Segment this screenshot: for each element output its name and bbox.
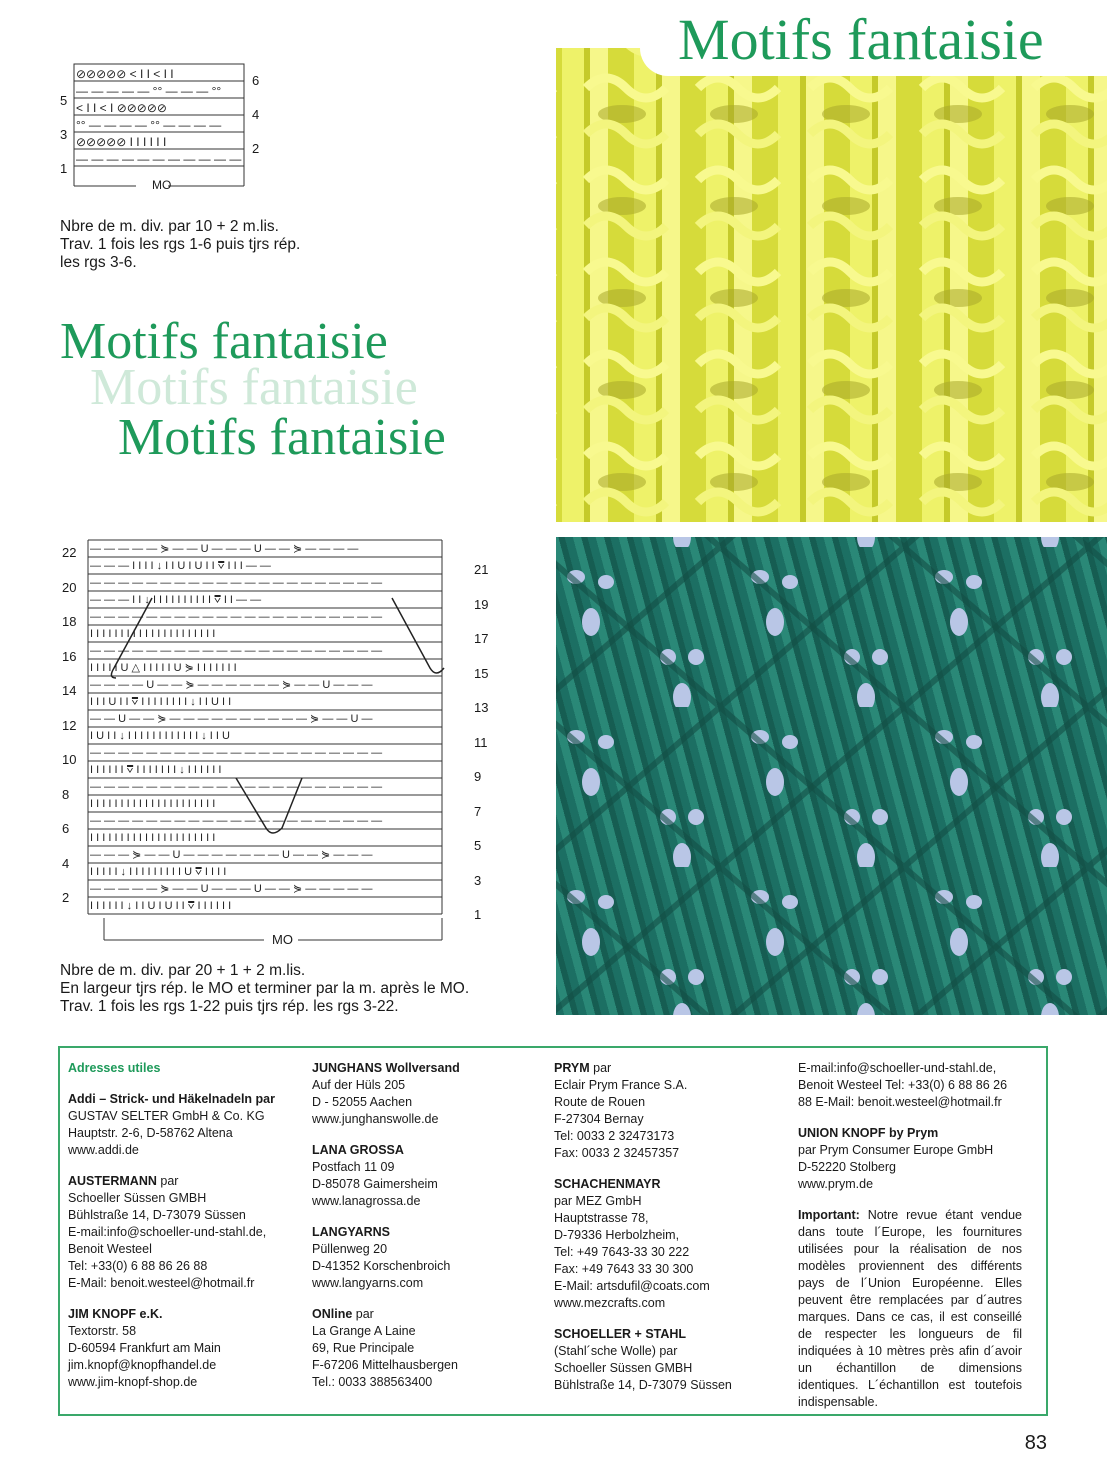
row-number: 2 (252, 141, 260, 156)
address-line: Fax: +49 7643 33 30 300 (554, 1262, 694, 1276)
address-link[interactable]: www.lanagrossa.de (312, 1194, 421, 1208)
chart2-row-numbers-right (474, 553, 488, 933)
svg-text:— — — — — — — — — — — — — — —: — — — — — — — — — — — — — — — — — — — — — (90, 815, 383, 827)
row-number: 15 (474, 665, 489, 681)
address-line: Tel: 0033 2 32473173 (554, 1129, 675, 1143)
page-number: 83 (1024, 1432, 1047, 1454)
svg-text:— — — — — — — — — — — — — — —: — — — — — — — — — — — — — — — — — — — — — (90, 781, 383, 793)
yellow-lace-pattern (556, 48, 1107, 522)
address-title: LANA GROSSA (312, 1143, 404, 1157)
address-line: par Prym Consumer Europe GmbH (798, 1143, 994, 1157)
address-line: D-52220 Stolberg (798, 1160, 896, 1174)
chart1-row-numbers-left (60, 84, 67, 186)
address-line: D-85078 Gaimersheim (312, 1177, 438, 1191)
row-number: 10 (62, 752, 77, 767)
address-email[interactable]: E-Mail: artsdufil@coats.com (554, 1279, 710, 1293)
note-line: les rgs 3-6. (60, 254, 137, 271)
address-block (554, 1326, 784, 1394)
address-title: Addi – Strick- und Häkelnadeln par (68, 1092, 275, 1106)
address-line: Schoeller Süssen GMBH (554, 1361, 693, 1375)
svg-text:I I I I I U △ I I I I I U ⋟ I: I I I I I U △ I I I I I U ⋟ I I I I I I I (90, 662, 237, 674)
address-block (554, 1060, 784, 1162)
row-number: 13 (474, 700, 489, 715)
svg-text:— — — — — — — — — — —: — — — — — — — — — — — (76, 152, 242, 166)
row-number: 16 (62, 648, 77, 664)
address-line: Benoit Westeel (68, 1242, 152, 1256)
svg-text:I U I I ↓ I I I I I I I I I I: I U I I ↓ I I I I I I I I I I I I ↓ I I U (90, 730, 230, 742)
address-line: Fax: 0033 2 32457357 (554, 1146, 680, 1160)
row-number: 3 (474, 872, 482, 888)
address-block (554, 1176, 784, 1312)
address-line: Schoeller Süssen GMBH (68, 1191, 207, 1205)
row-number: 5 (474, 838, 482, 853)
address-block (798, 1060, 1022, 1111)
chart2-cast-on-label: MO (272, 932, 293, 947)
svg-text:— — — — — — — — — — — — — — —: — — — — — — — — — — — — — — — — — — — — — (90, 611, 383, 623)
address-link[interactable]: www.langyarns.com (312, 1276, 424, 1290)
address-block (312, 1142, 542, 1210)
address-line: D-41352 Korschenbroich (312, 1259, 451, 1273)
note-line: Nbre de m. div. par 20 + 1 + 2 m.lis. (60, 962, 306, 979)
addresses-heading: Adresses utiles (68, 1061, 161, 1075)
row-number: 6 (252, 73, 260, 88)
address-link[interactable]: www.addi.de (68, 1143, 139, 1157)
teal-knit-swatch-photo (556, 537, 1107, 1015)
address-title: AUSTERMANN par (68, 1174, 179, 1188)
address-line: D - 52055 Aachen (312, 1095, 413, 1109)
important-notice (798, 1207, 1022, 1411)
row-number: 17 (474, 631, 489, 646)
row-number: 11 (474, 734, 488, 750)
address-line: Auf der Hüls 205 (312, 1078, 406, 1092)
row-number: 4 (62, 855, 70, 871)
address-title: SCHOELLER + STAHL (554, 1327, 687, 1341)
address-line: Postfach 11 09 (312, 1160, 395, 1174)
row-number: 3 (60, 127, 68, 142)
svg-text:— — U — — ⋟ — — — — — — — — —: — — U — — ⋟ — — — — — — — — — — ⋟ — — U — (90, 713, 373, 725)
address-email[interactable]: 88 E-Mail: benoit.westeel@hotmail.fr (798, 1095, 1002, 1109)
note-line: Nbre de m. div. par 10 + 2 m.lis. (60, 218, 279, 235)
chart2-notes (60, 962, 469, 1016)
address-link[interactable]: www.junghanswolle.de (312, 1112, 439, 1126)
address-title: PRYM par (554, 1061, 612, 1075)
svg-text:— — — — — ⋟ — — U — — — U — —: — — — — — ⋟ — — U — — — U — — ⋟ — — — — — (90, 883, 373, 895)
address-block (312, 1306, 542, 1391)
row-number: 7 (474, 803, 482, 819)
svg-text:— — — ⋟ — — U — — — — — — — U: — — — ⋟ — — U — — — — — — — U — — ⋟ — — — (90, 849, 373, 861)
address-line: par MEZ GmbH (554, 1194, 642, 1208)
svg-text:— — — I I I I ↓ I I U I U I I: — — — I I I I ↓ I I U I U I I ⩢ I I I — — (90, 560, 271, 572)
svg-text:— — — — — °° — — — °°: — — — — — °° — — — °° (76, 84, 222, 98)
address-line: Eclair Prym France S.A. (554, 1078, 688, 1092)
row-number: 22 (62, 545, 77, 560)
address-line: Bühlstraße 14, D-73079 Süssen (68, 1208, 246, 1222)
note-line: Trav. 1 fois les rgs 1-6 puis tjrs rép. (60, 236, 301, 253)
svg-text:I I I U I I ⩢ I I I I I I I I: I I I U I I ⩢ I I I I I I I I ↓ I I U I I (90, 696, 232, 708)
address-line: La Grange A Laine (312, 1324, 416, 1338)
address-line: D-60594 Frankfurt am Main (68, 1341, 221, 1355)
row-number: 21 (474, 562, 489, 577)
svg-text:< I I < I ⊘⊘⊘⊘⊘: < I I < I ⊘⊘⊘⊘⊘ (76, 101, 167, 115)
address-link[interactable]: www.mezcrafts.com (554, 1296, 666, 1310)
row-number: 20 (62, 579, 77, 595)
row-number: 1 (474, 907, 482, 922)
address-line: Tel: +33(0) 6 88 86 26 88 (68, 1259, 208, 1273)
svg-text:— — — I I ↓ I I I I I I I I I: — — — I I ↓ I I I I I I I I I I ⩢ I I — — (90, 594, 262, 606)
svg-text:⊘⊘⊘⊘⊘ < I I < I I: ⊘⊘⊘⊘⊘ < I I < I I (76, 67, 174, 81)
address-column-4 (798, 1060, 1022, 1425)
row-number: 6 (62, 821, 70, 836)
address-email[interactable]: E-Mail: benoit.westeel@hotmail.fr (68, 1276, 255, 1290)
address-line: D-79336 Herbolzheim, (554, 1228, 680, 1242)
svg-text:— — — — — — — — — — — — — — —: — — — — — — — — — — — — — — — — — — — — — (90, 645, 383, 657)
svg-text:⊘⊘⊘⊘⊘ I I I I I I: ⊘⊘⊘⊘⊘ I I I I I I (76, 135, 167, 149)
address-block (798, 1125, 1022, 1193)
row-number: 8 (62, 786, 70, 802)
chart1-notes (60, 218, 300, 272)
svg-text:I I I I I I ⩢ I I I I I I I ↓: I I I I I I ⩢ I I I I I I I ↓ I I I I I I (90, 764, 222, 776)
address-email[interactable]: E-mail:info@schoeller-und-stahl.de, (798, 1061, 997, 1075)
svg-text:— — — — — — — — — — — — — — —: — — — — — — — — — — — — — — — — — — — — — (90, 577, 383, 589)
row-number: 5 (60, 93, 68, 108)
address-title: LANGYARNS (312, 1225, 391, 1239)
address-column-3 (554, 1060, 784, 1408)
address-line: 69, Rue Principale (312, 1341, 415, 1355)
svg-text:I I I I I ↓ I I I I I I I I I: I I I I I ↓ I I I I I I I I I U ⩢ I I I I (90, 866, 227, 878)
address-line: Tel: +49 7643-33 30 222 (554, 1245, 690, 1259)
important-label: Important: (798, 1208, 860, 1222)
address-link[interactable]: www.jim-knopf-shop.de (68, 1375, 198, 1389)
chart2-row-numbers-left (62, 536, 76, 916)
address-line: (Stahl´sche Wolle) par (554, 1344, 678, 1358)
address-line: Tel.: 0033 388563400 (312, 1375, 433, 1389)
address-line: GUSTAV SELTER GmbH & Co. KG (68, 1109, 265, 1123)
note-line: En largeur tjrs rép. le MO et terminer par la m. après le MO. (60, 980, 470, 997)
address-line: Textorstr. 58 (68, 1324, 137, 1338)
chart1-row-numbers-right (252, 64, 259, 166)
row-number: 9 (474, 769, 482, 784)
important-text: Notre revue étant vendue dans toute l´Europe, les fournitures utilisées pour la réalisation de nos modèles proviennent des différents pays de l´Union Européenne. Elles peuvent être remplacées par d´autres marques. Dans ce cas, il est conseillé de respecter les longueurs de fil indiquées à 10 mètres près afin d´avoir un échantillon de dimensions identiques. L´échantillon est toutefois indispensable. (798, 1208, 1022, 1409)
address-block (312, 1224, 542, 1292)
address-column-2 (312, 1060, 542, 1405)
address-title: SCHACHENMAYR (554, 1177, 661, 1191)
address-line: Route de Rouen (554, 1095, 646, 1109)
chart1-cast-on-label: MO (152, 178, 172, 192)
address-title: JIM KNOPF e.K. (68, 1307, 163, 1321)
address-email[interactable]: jim.knopf@knopfhandel.de (68, 1358, 217, 1372)
svg-text:— — — — — ⋟ — — U — — — U — —: — — — — — ⋟ — — U — — — U — — ⋟ — — — — (90, 543, 359, 555)
stacked-title-2: Motifs fantaisie (90, 359, 418, 416)
yellow-knit-swatch-photo (556, 48, 1107, 522)
svg-text:— — — — U — — ⋟ — — — — — — ⋟: — — — — U — — ⋟ — — — — — — ⋟ — — U — — — (90, 679, 373, 691)
row-number: 4 (252, 107, 260, 122)
row-number: 2 (62, 890, 70, 905)
row-number: 12 (62, 717, 77, 733)
svg-text:I I I I I I I I I I I I I I I: I I I I I I I I I I I I I I I I I I I I I (90, 798, 216, 810)
address-line: Benoit Westeel Tel: +33(0) 6 88 86 26 (798, 1078, 1008, 1092)
address-block (312, 1060, 542, 1128)
address-column-1 (68, 1060, 298, 1405)
address-line: Hauptstr. 2-6, D-58762 Altena (68, 1126, 233, 1140)
svg-text:— — — — — — — — — — — — — — —: — — — — — — — — — — — — — — — — — — — — — (90, 747, 383, 759)
svg-text:I I I I I I I I I I I I I I I: I I I I I I I I I I I I I I I I I I I I I (90, 832, 216, 844)
address-line: Püllenweg 20 (312, 1242, 388, 1256)
row-number: 19 (474, 596, 489, 612)
box-heading-block (68, 1060, 298, 1077)
stacked-title-3: Motifs fantaisie (118, 409, 446, 466)
address-line: F-67206 Mittelhausbergen (312, 1358, 458, 1372)
row-number: 1 (60, 161, 68, 176)
svg-text:I I I I I I I I I I I I I I I: I I I I I I I I I I I I I I I I I I I I I (90, 628, 216, 640)
address-line: Bühlstraße 14, D-73079 Süssen (554, 1378, 732, 1392)
svg-text:I I I I I I ↓ I I U I U I I ⩢: I I I I I I ↓ I I U I U I I ⩢ I I I I I I (90, 900, 232, 912)
page-title: Motifs fantaisie (640, 4, 1107, 76)
address-line: Hauptstrasse 78, (554, 1211, 649, 1225)
address-block (68, 1173, 298, 1292)
knitting-chart-2 (86, 538, 460, 950)
teal-lace-pattern (556, 537, 1107, 1015)
address-line: F-27304 Bernay (554, 1112, 644, 1126)
svg-text:°° — — — — °° — — — —: °° — — — — °° — — — — (76, 118, 222, 132)
address-block (68, 1306, 298, 1391)
row-number: 14 (62, 683, 77, 698)
useful-addresses-box (58, 1046, 1048, 1416)
address-title: UNION KNOPF by Prym (798, 1126, 939, 1140)
row-number: 18 (62, 614, 77, 629)
address-title: JUNGHANS Wollversand (312, 1061, 460, 1075)
address-title: ONline par (312, 1307, 374, 1321)
stacked-title-1: Motifs fantaisie (60, 313, 388, 370)
address-link[interactable]: www.prym.de (798, 1177, 874, 1191)
address-block (68, 1091, 298, 1159)
address-email[interactable]: E-mail:info@schoeller-und-stahl.de, (68, 1225, 267, 1239)
note-line: Trav. 1 fois les rgs 1-22 puis tjrs rép. les rgs 3-22. (60, 998, 399, 1015)
